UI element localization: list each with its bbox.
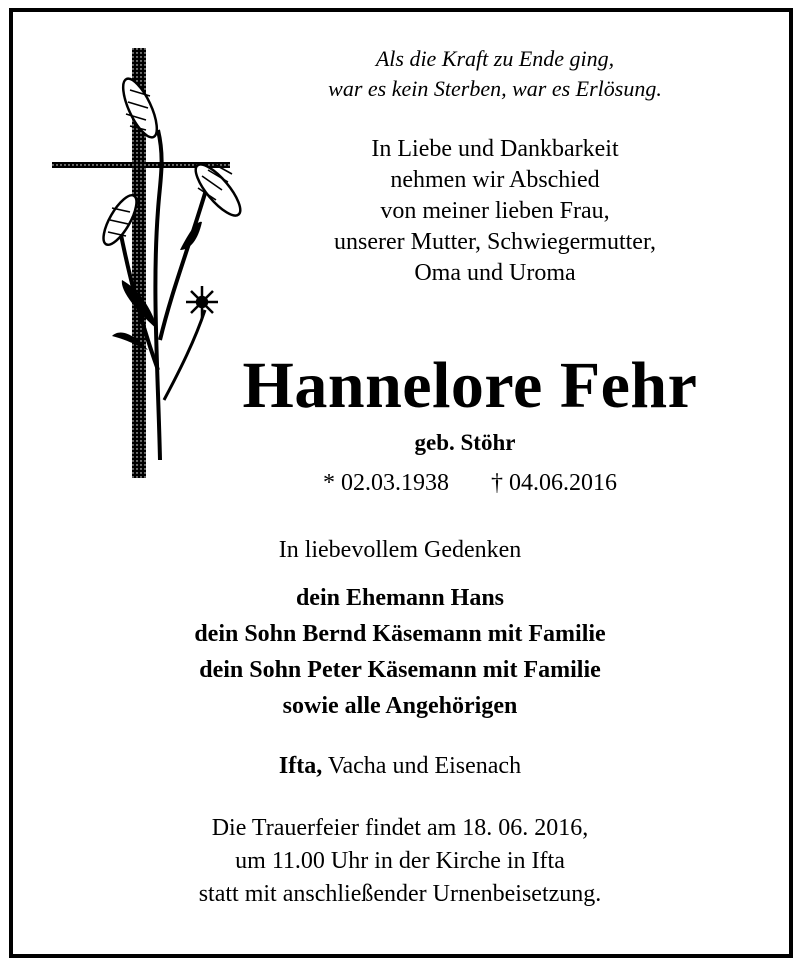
service-line: um 11.00 Uhr in der Kirche in Ifta (235, 848, 565, 874)
motto-line: Als die Kraft zu Ende ging, (375, 46, 615, 71)
birth-name: geb. Stöhr (414, 430, 516, 455)
intro-line: nehmen wir Abschied (390, 167, 600, 193)
life-dates (250, 466, 690, 500)
deceased-name: Hannelore Fehr (242, 349, 698, 422)
intro-line: In Liebe und Dankbarkeit (371, 136, 619, 162)
mourner-line: dein Sohn Peter Käsemann mit Familie (199, 657, 601, 683)
death-date: † 04.06.2016 (491, 470, 617, 496)
farewell-intro (270, 134, 720, 289)
service-line: statt mit anschließender Urnenbeisetzung. (198, 881, 602, 907)
places (160, 750, 640, 782)
place-others: Vacha und Eisenach (322, 753, 522, 779)
motto-line: war es kein Sterben, war es Erlösung. (328, 76, 662, 101)
mourners-list (60, 580, 740, 724)
intro-line: unserer Mutter, Schwiegermutter, (334, 229, 656, 255)
mourner-line: sowie alle Angehörigen (282, 693, 518, 719)
mourner-line: dein Sohn Bernd Käsemann mit Familie (194, 621, 606, 647)
mourner-line: dein Ehemann Hans (295, 585, 505, 611)
funeral-service-info (60, 812, 740, 911)
intro-line: von meiner lieben Frau, (380, 198, 610, 224)
intro-line: Oma und Uroma (414, 260, 576, 286)
motto (270, 44, 720, 104)
place-primary: Ifta, (278, 753, 323, 779)
birth-date: * 02.03.1938 (323, 470, 449, 496)
service-line: Die Trauerfeier findet am 18. 06. 2016, (211, 815, 589, 841)
memory-line: In liebevollem Gedenken (278, 537, 522, 563)
